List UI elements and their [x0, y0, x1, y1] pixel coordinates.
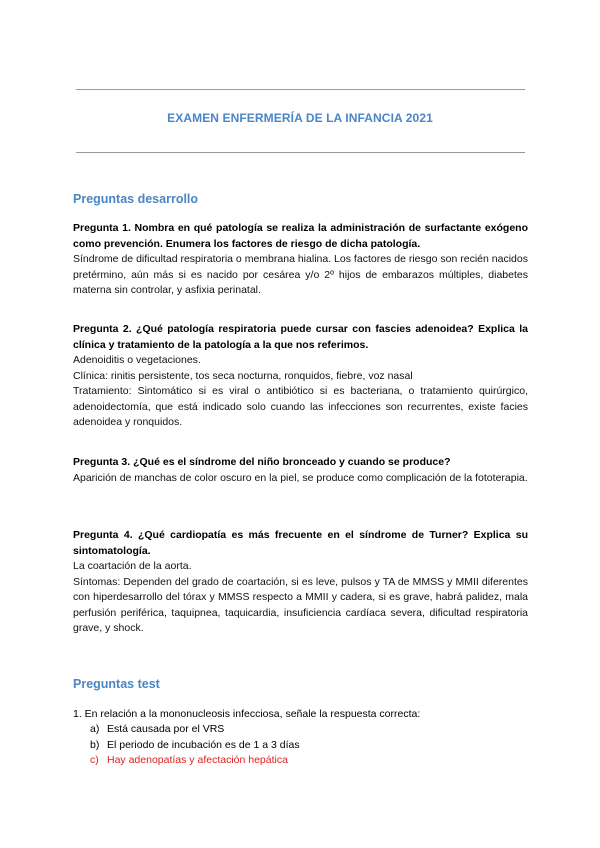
- option-letter: b): [90, 738, 100, 751]
- section-desarrollo-heading: Preguntas desarrollo: [73, 192, 199, 206]
- option-text: El periodo de incubación es de 1 a 3 días: [107, 738, 300, 751]
- question-1-text: Pregunta 1. Nombra en qué patología se realiza la administración de surfactante exógeno como prevención. Enumera los factores de riesgo de dicha patología.: [73, 222, 528, 250]
- section-test-heading: Preguntas test: [73, 677, 160, 691]
- option-text: Hay adenopatías y afectación hepática: [107, 754, 288, 766]
- title-underline-rule: [76, 152, 525, 153]
- question-2-answer-2: Clínica: rinitis persistente, tos seca nocturna, ronquidos, fiebre, voz nasal: [73, 369, 413, 382]
- question-4-answer-2: Síntomas: Dependen del grado de coartación, si es leve, pulsos y TA de MMSS y MMII diferentes con hiperdesarrollo del tórax y MMSS respecto a MMII y cadera, si es grave, habrá palidez, mala perfusión periférica, taquipnea, taquicardia, insuficiencia cardíaca severa, dificultad respiratoria grave, y shock.: [73, 575, 528, 634]
- option-text: Está causada por el VRS: [107, 723, 225, 735]
- question-1-block: [73, 221, 528, 299]
- test-options-list: [90, 722, 300, 769]
- test-option-a: [90, 722, 300, 738]
- question-3-answer: Aparición de manchas de color oscuro en la piel, se produce como complicación de la fototerapia.: [73, 471, 528, 484]
- test-option-b: [90, 738, 300, 754]
- question-2-block: [73, 322, 528, 431]
- question-2-answer-3: Tratamiento: Sintomático si es viral o antibiótico si es bacteriana, o tratamiento quirúrgico, adenoidectomía, que está indicado solo cuando las infecciones son recurrentes, existe facies adenoidea y ronquidos.: [73, 385, 528, 428]
- question-4-answer-1: La coartación de la aorta.: [73, 560, 192, 572]
- option-letter: a): [90, 723, 100, 735]
- test-option-c-correct: [90, 753, 300, 769]
- question-3-text: Pregunta 3. ¿Qué es el síndrome del niño bronceado y cuando se produce?: [73, 456, 451, 468]
- page-title: EXAMEN ENFERMERÍA DE LA INFANCIA 2021: [167, 111, 433, 125]
- option-letter: c): [90, 754, 99, 766]
- test-question-1: 1. En relación a la mononucleosis infecciosa, señale la respuesta correcta:: [73, 708, 421, 720]
- question-2-text: Pregunta 2. ¿Qué patología respiratoria puede cursar con fascies adenoidea? Explica la clínica y tratamiento de la patología a la que nos referimos.: [73, 323, 528, 351]
- question-3-block: [73, 455, 528, 486]
- top-rule: [76, 89, 525, 90]
- question-4-block: [73, 528, 528, 637]
- question-2-answer-1: Adenoiditis o vegetaciones.: [73, 354, 201, 366]
- question-4-text: Pregunta 4. ¿Qué cardiopatía es más frecuente en el síndrome de Turner? Explica su sintomatología.: [73, 529, 528, 557]
- question-1-answer: Síndrome de dificultad respiratoria o membrana hialina. Los factores de riesgo son recién nacidos pretérmino, aún más si es nacido por cesárea y/o 2º hijos de embarazos múltiples, diabetes materna sin controlar, y asfixia perinatal.: [73, 253, 528, 296]
